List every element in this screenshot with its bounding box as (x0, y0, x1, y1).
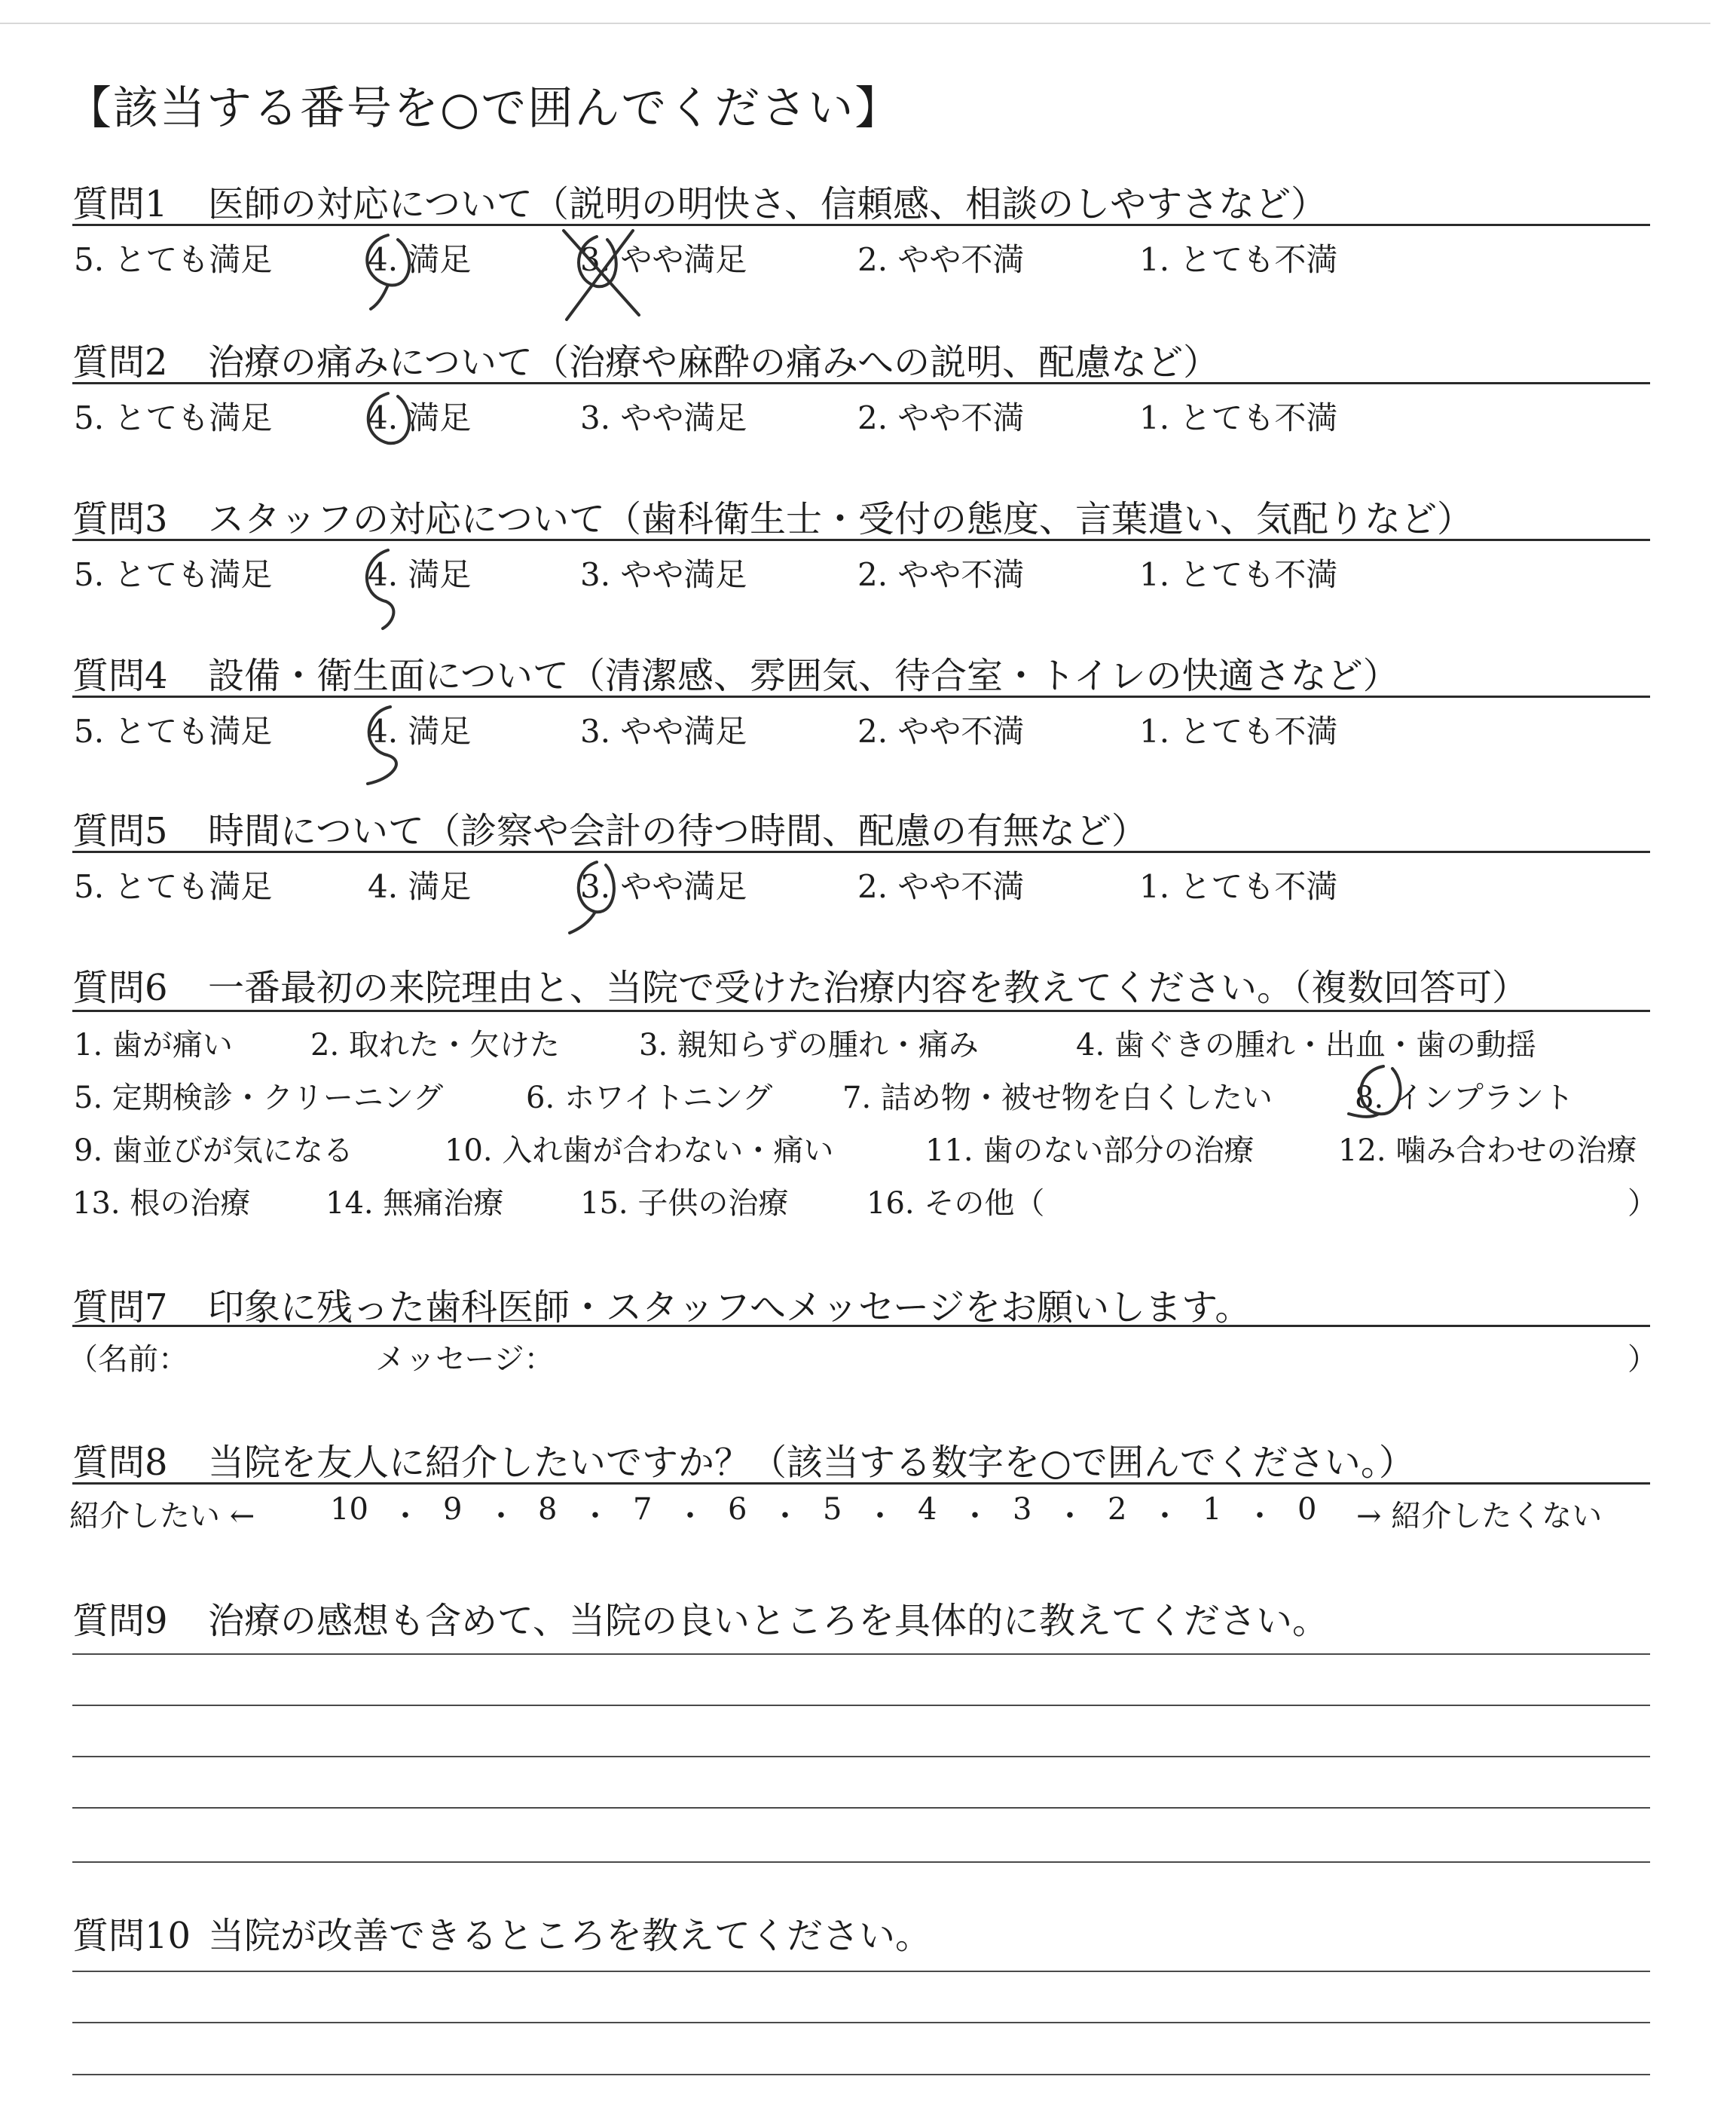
q8-right-label: → 紹介したくない (1356, 1499, 1603, 1534)
q6-option-1[interactable]: 1. 歯が痛い (74, 1028, 233, 1063)
q6-option-11[interactable]: 11. 歯のない部分の治療 (925, 1133, 1255, 1168)
q6-option-6[interactable]: 6. ホワイトニング (526, 1081, 773, 1115)
q6-option-2[interactable]: 2. 取れた・欠けた (310, 1028, 560, 1063)
q7-label: 質問7 (72, 1286, 168, 1329)
q5-rule (72, 851, 1650, 853)
q6-label: 質問6 (72, 967, 168, 1009)
q1-rule (72, 224, 1650, 226)
q6-other-close-paren: ） (1628, 1186, 1658, 1221)
q8-sep: ・ (1245, 1499, 1275, 1534)
q6-option-8[interactable]: 8. インプラント (1355, 1081, 1574, 1115)
q7-name-label: （名前： (68, 1342, 188, 1377)
q7-message-label: メッセージ： (375, 1342, 555, 1377)
q8-scale-0[interactable]: 0 (1297, 1492, 1317, 1527)
q6-option-13[interactable]: 13. 根の治療 (72, 1186, 251, 1221)
q9-text: 治療の感想も含めて、当院の良いところを具体的に教えてください。 (208, 1600, 1329, 1642)
q6-option-3[interactable]: 3. 親知らずの腫れ・痛み (639, 1028, 979, 1063)
q2-option-2[interactable]: 2. やや不満 (857, 399, 1025, 436)
q5-option-3[interactable]: 3. やや満足 (580, 868, 747, 905)
q6-option-15[interactable]: 15. 子供の治療 (580, 1186, 789, 1221)
q8-label: 質問8 (72, 1442, 168, 1484)
q2-option-4[interactable]: 4. 満足 (368, 399, 472, 436)
q1-option-3[interactable]: 3. やや満足 (580, 241, 747, 278)
q3-option-5[interactable]: 5. とても満足 (74, 556, 273, 593)
q10-writing-line[interactable] (72, 2022, 1650, 2023)
q9-writing-line[interactable] (72, 1705, 1650, 1706)
q1-option-5[interactable]: 5. とても満足 (74, 241, 273, 278)
q7-rule (72, 1325, 1650, 1327)
q6-rule (72, 1010, 1650, 1012)
q4-option-5[interactable]: 5. とても満足 (74, 713, 273, 750)
q8-sep: ・ (390, 1499, 420, 1534)
q8-sep: ・ (1150, 1499, 1180, 1534)
q1-text: 医師の対応について（説明の明快さ、信頼感、相談のしやすさなど） (208, 183, 1328, 225)
q4-option-3[interactable]: 3. やや満足 (580, 713, 747, 750)
q5-label: 質問5 (72, 810, 168, 852)
q1-option-2[interactable]: 2. やや不満 (857, 241, 1025, 278)
q3-rule (72, 539, 1650, 541)
q6-option-4[interactable]: 4. 歯ぐきの腫れ・出血・歯の動揺 (1076, 1028, 1536, 1063)
page-top-edge (0, 23, 1710, 24)
q8-scale-5[interactable]: 5 (823, 1492, 842, 1527)
q4-rule (72, 696, 1650, 698)
q9-writing-line[interactable] (72, 1807, 1650, 1809)
q8-scale-9[interactable]: 9 (443, 1492, 463, 1527)
q9-writing-line[interactable] (72, 1653, 1650, 1655)
q4-option-4[interactable]: 4. 満足 (368, 713, 472, 750)
q6-option-14[interactable]: 14. 無痛治療 (326, 1186, 504, 1221)
q8-scale-10[interactable]: 10 (330, 1492, 368, 1527)
q6-option-10[interactable]: 10. 入れ歯が合わない・痛い (445, 1133, 834, 1168)
q5-option-2[interactable]: 2. やや不満 (857, 868, 1025, 905)
q8-sep: ・ (865, 1499, 895, 1534)
q1-option-1[interactable]: 1. とても不満 (1139, 241, 1338, 278)
q9-writing-line[interactable] (72, 1861, 1650, 1863)
q4-text: 設備・衛生面について（清潔感、雰囲気、待合室・トイレの快適さなど） (208, 655, 1399, 697)
q7-text: 印象に残った歯科医師・スタッフへメッセージをお願いします。 (208, 1286, 1252, 1329)
q6-option-5[interactable]: 5. 定期検診・クリーニング (74, 1081, 444, 1115)
q2-option-1[interactable]: 1. とても不満 (1139, 399, 1338, 436)
q8-text: 当院を友人に紹介したいですか？（該当する数字を○で囲んでください。） (208, 1442, 1415, 1484)
q4-option-2[interactable]: 2. やや不満 (857, 713, 1025, 750)
q2-option-3[interactable]: 3. やや満足 (580, 399, 747, 436)
q2-rule (72, 382, 1650, 384)
q8-scale-2[interactable]: 2 (1108, 1492, 1127, 1527)
q6-text: 一番最初の来院理由と、当院で受けた治療内容を教えてください。（複数回答可） (208, 967, 1529, 1009)
q8-scale-6[interactable]: 6 (728, 1492, 747, 1527)
q3-text: スタッフの対応について（歯科衛生士・受付の態度、言葉遣い、気配りなど） (208, 498, 1474, 540)
q8-sep: ・ (580, 1499, 610, 1534)
q6-option-12[interactable]: 12. 噛み合わせの治療 (1338, 1133, 1637, 1168)
q6-option-9[interactable]: 9. 歯並びが気になる (74, 1133, 353, 1168)
q10-text: 当院が改善できるところを教えてください。 (208, 1915, 932, 1957)
q8-sep: ・ (770, 1499, 800, 1534)
q5-text: 時間について（診察や会計の待つ時間、配慮の有無など） (208, 810, 1148, 852)
q3-option-2[interactable]: 2. やや不満 (857, 556, 1025, 593)
q8-sep: ・ (1055, 1499, 1085, 1534)
q10-writing-line[interactable] (72, 1971, 1650, 1972)
q8-sep: ・ (960, 1499, 990, 1534)
q8-rule (72, 1482, 1650, 1485)
q8-scale-8[interactable]: 8 (538, 1492, 558, 1527)
q3-option-3[interactable]: 3. やや満足 (580, 556, 747, 593)
q5-option-4[interactable]: 4. 満足 (368, 868, 472, 905)
q9-writing-line[interactable] (72, 1756, 1650, 1757)
q8-scale-4[interactable]: 4 (918, 1492, 937, 1527)
q1-option-4[interactable]: 4. 満足 (368, 241, 472, 278)
q5-option-1[interactable]: 1. とても不満 (1139, 868, 1338, 905)
q10-label: 質問10 (72, 1915, 191, 1957)
q4-option-1[interactable]: 1. とても不満 (1139, 713, 1338, 750)
q6-option-7[interactable]: 7. 詰め物・被せ物を白くしたい (842, 1081, 1273, 1115)
q1-label: 質問1 (72, 183, 168, 225)
page-title: 【該当する番号を○で囲んでください】 (66, 82, 902, 135)
q4-label: 質問4 (72, 655, 168, 697)
q8-scale-1[interactable]: 1 (1203, 1492, 1222, 1527)
q8-sep: ・ (486, 1499, 516, 1534)
q6-option-16[interactable]: 16. その他（ (866, 1186, 1045, 1221)
q5-option-5[interactable]: 5. とても満足 (74, 868, 273, 905)
q3-option-4[interactable]: 4. 満足 (368, 556, 472, 593)
q2-text: 治療の痛みについて（治療や麻酔の痛みへの説明、配慮など） (208, 341, 1220, 384)
q8-scale-7[interactable]: 7 (633, 1492, 653, 1527)
q3-label: 質問3 (72, 498, 168, 540)
q9-label: 質問9 (72, 1600, 168, 1642)
q10-writing-line[interactable] (72, 2074, 1650, 2075)
q8-sep: ・ (675, 1499, 705, 1534)
q2-option-5[interactable]: 5. とても満足 (74, 399, 273, 436)
q8-scale-3[interactable]: 3 (1013, 1492, 1032, 1527)
q7-close-paren: ） (1628, 1342, 1658, 1377)
q8-left-label: 紹介したい ← (69, 1499, 255, 1534)
q2-label: 質問2 (72, 341, 168, 384)
q3-option-1[interactable]: 1. とても不満 (1139, 556, 1338, 593)
